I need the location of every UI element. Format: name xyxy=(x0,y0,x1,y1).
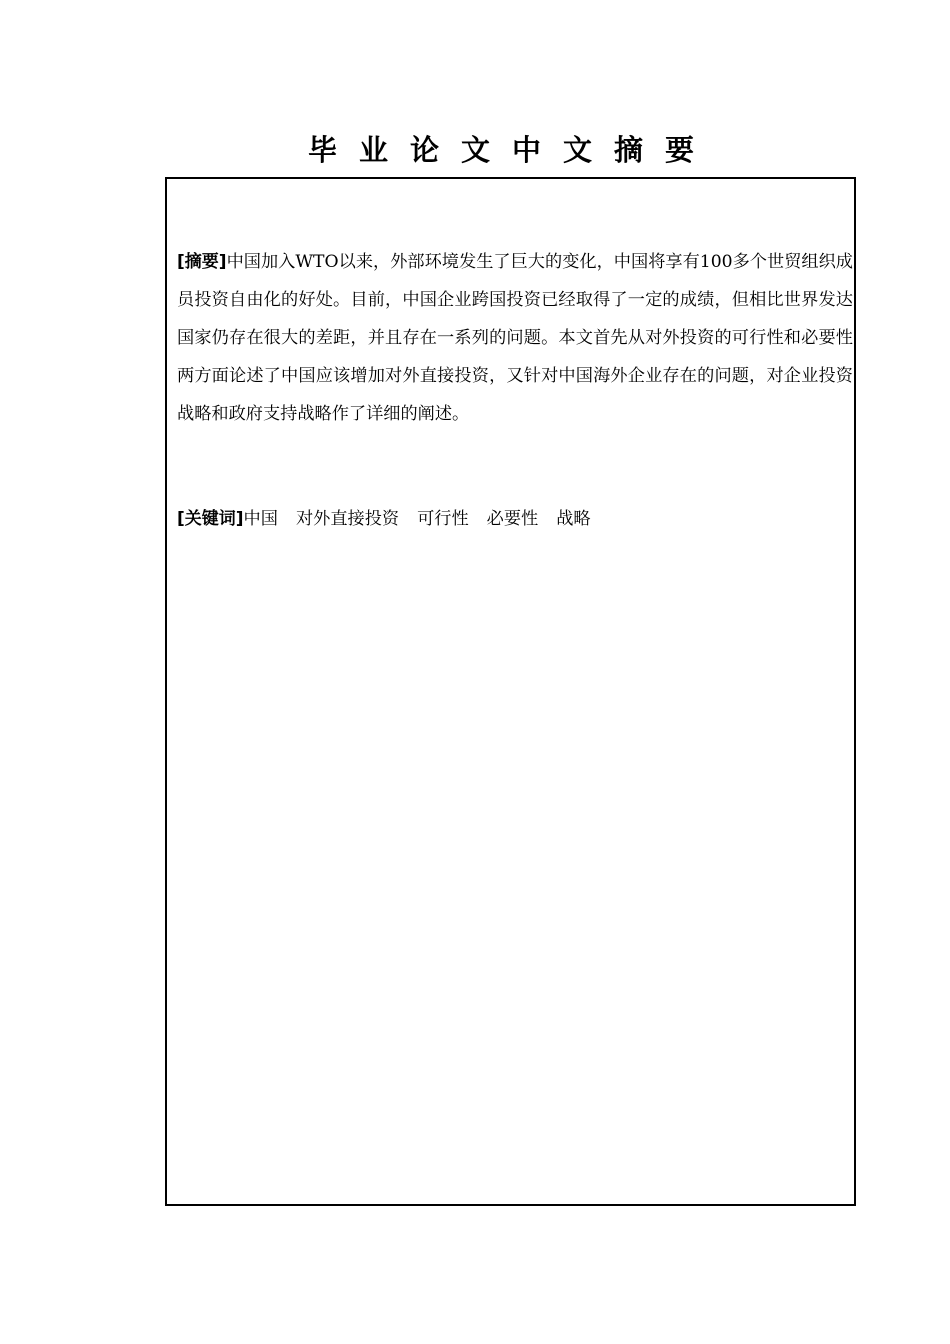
keyword-item: 对外直接投资 xyxy=(295,509,400,529)
keywords-line xyxy=(177,500,853,538)
abstract-paragraph xyxy=(177,243,853,433)
keyword-item: 必要性 xyxy=(486,509,539,529)
page-title: 毕业论文中文摘要 xyxy=(307,133,716,167)
keyword-item: 可行性 xyxy=(417,509,469,529)
keyword-item: 中国 xyxy=(243,509,278,529)
abstract-text: 中国加入WTO以来，外部环境发生了巨大的变化，中国将享有100多个世贸组织成员投资自由化的好处。目前，中国企业跨国投资已经取得了一定的成绩，但相比世界发达国家仍存在很大的差距，并且存在一系列的问题。本文首先从对外投资的可行性和必要性两方面论述了中国应该增加对外直接投资，又针对中国海外企业存在的问题，对企业投资战略和政府支持战略作了详细的阐述。 xyxy=(177,252,853,424)
keyword-item: 战略 xyxy=(556,509,591,529)
abstract-box xyxy=(165,177,856,1206)
abstract-label: [摘要] xyxy=(177,252,227,272)
keywords-label: [关键词] xyxy=(177,509,244,529)
